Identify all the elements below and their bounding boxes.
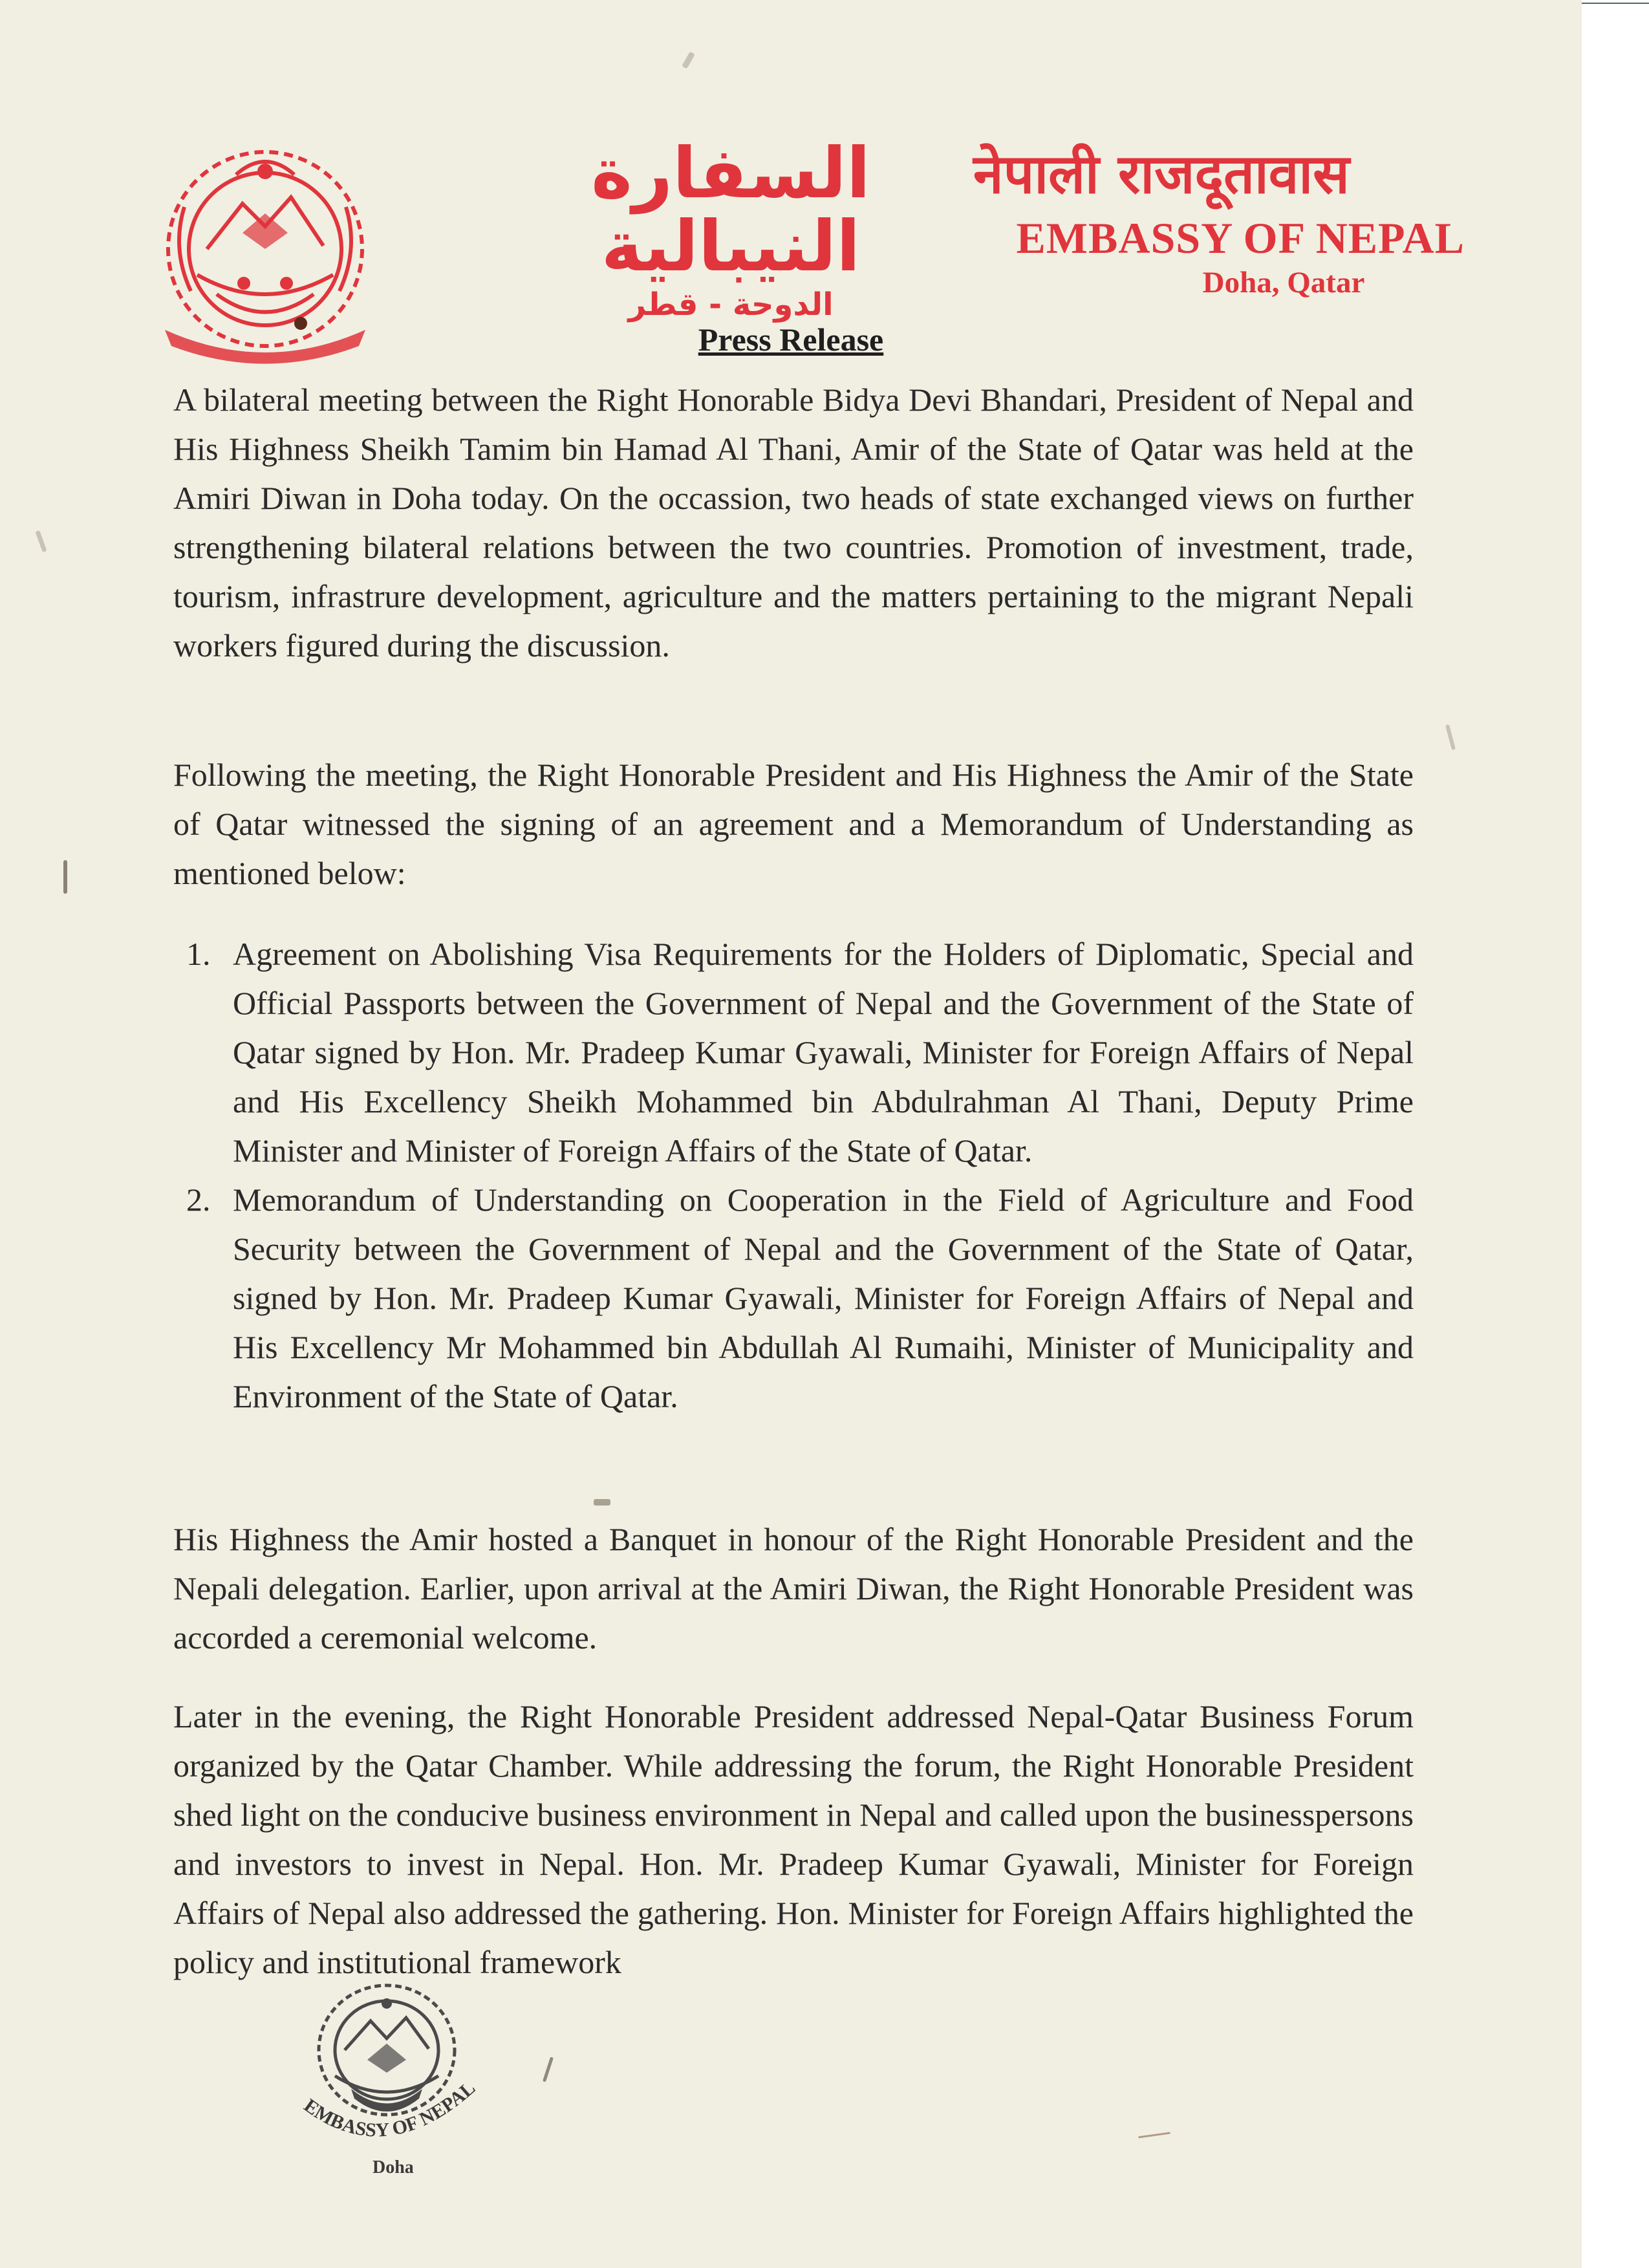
list-number: 2. [186, 1182, 211, 1218]
page-title: Press Release [698, 321, 884, 358]
english-embassy-name: EMBASSY OF NEPAL [1016, 213, 1465, 263]
list-item [173, 929, 1414, 1175]
embassy-stamp-icon [290, 1979, 503, 2179]
nepali-embassy-name: नेपाली राजदूतावास [973, 142, 1350, 206]
paragraph-signing: Following the meeting, the Right Honorable President and His Highness the Amir of the State of Qatar witnessed the signing of an agreement and a Memorandum of Understanding as mentioned below: [173, 757, 1414, 891]
list-item [173, 1175, 1414, 1421]
list-text: Agreement on Abolishing Visa Requirements for the Holders of Diplomatic, Special and Official Passports between the Government of Nepal and the Government of the State of Qatar signed by Hon. Mr. Pradeep Kumar Gyawali, Minister for Foreign Affairs of Nepal and His Excellency Sheikh Mohammed bin Abdulrahman Al Thani, Deputy Prime Minister and Minister of Foreign Affairs of the State of Qatar. [233, 936, 1414, 1169]
paper-fiber [63, 860, 67, 894]
paper-fiber [1138, 2132, 1170, 2139]
list-number: 1. [186, 936, 211, 972]
paper-fiber [594, 1499, 610, 1506]
embassy-city: Doha, Qatar [1202, 266, 1365, 299]
paragraph-banquet: His Highness the Amir hosted a Banquet in honour of the Right Honorable President and the Nepali delegation. Earlier, upon arrival at the Amiri Diwan, the Right Honorable President was accorded a ceremonial welcome. [173, 1521, 1414, 1656]
agreement-list [173, 929, 1414, 1421]
stamp-ring-text: EMBASSY OF NEPAL [299, 2077, 480, 2141]
paper-fiber [682, 51, 695, 69]
arabic-city: الدوحة - قطر [628, 286, 834, 323]
paper-fiber [35, 530, 47, 552]
paragraph-meeting: A bilateral meeting between the Right Honorable Bidya Devi Bhandari, President of Nepal and His Highness Sheikh Tamim bin Hamad Al Thani, Amir of the State of Qatar was held at the Amiri Diwan in Doha today. On the occassion, two heads of state exchanged views on further strengthening bilateral relations between the two countries. Promotion of investment, trade, tourism, infrastrure development, agriculture and the matters pertaining to the migrant Nepali workers figured during the discussion. [173, 382, 1414, 664]
stamp-city: Doha [372, 2157, 414, 2177]
paragraph-business-forum: Later in the evening, the Right Honorable President addressed Nepal-Qatar Business Forum organized by the Qatar Chamber. While addressing the forum, the Right Honorable President shed light on the conducive business environment in Nepal and called upon the businesspersons and investors to invest in Nepal. Hon. Mr. Pradeep Kumar Gyawali, Minister for Foreign Affairs of Nepal also addressed the gathering. Hon. Minister for Foreign Affairs highlighted the policy and institutional framework [173, 1698, 1414, 1980]
paper-fiber [543, 2057, 554, 2082]
scan-edge-line [1582, 3, 1649, 4]
letterhead-english [973, 135, 1465, 300]
paper-fiber [1445, 724, 1456, 750]
list-text: Memorandum of Understanding on Cooperation in the Field of Agriculture and Food Security between the Government of Nepal and the Government of the State of Qatar, signed by Hon. Mr. Pradeep Kumar Gyawali, Minister for Foreign Affairs of Nepal and His Excellency Mr Mohammed bin Abdullah Al Rumaihi, Minister of Municipality and Environment of the State of Qatar. [233, 1182, 1414, 1414]
arabic-embassy-name: السفارة النيبالية [591, 133, 870, 288]
letterhead-arabic [517, 133, 944, 323]
